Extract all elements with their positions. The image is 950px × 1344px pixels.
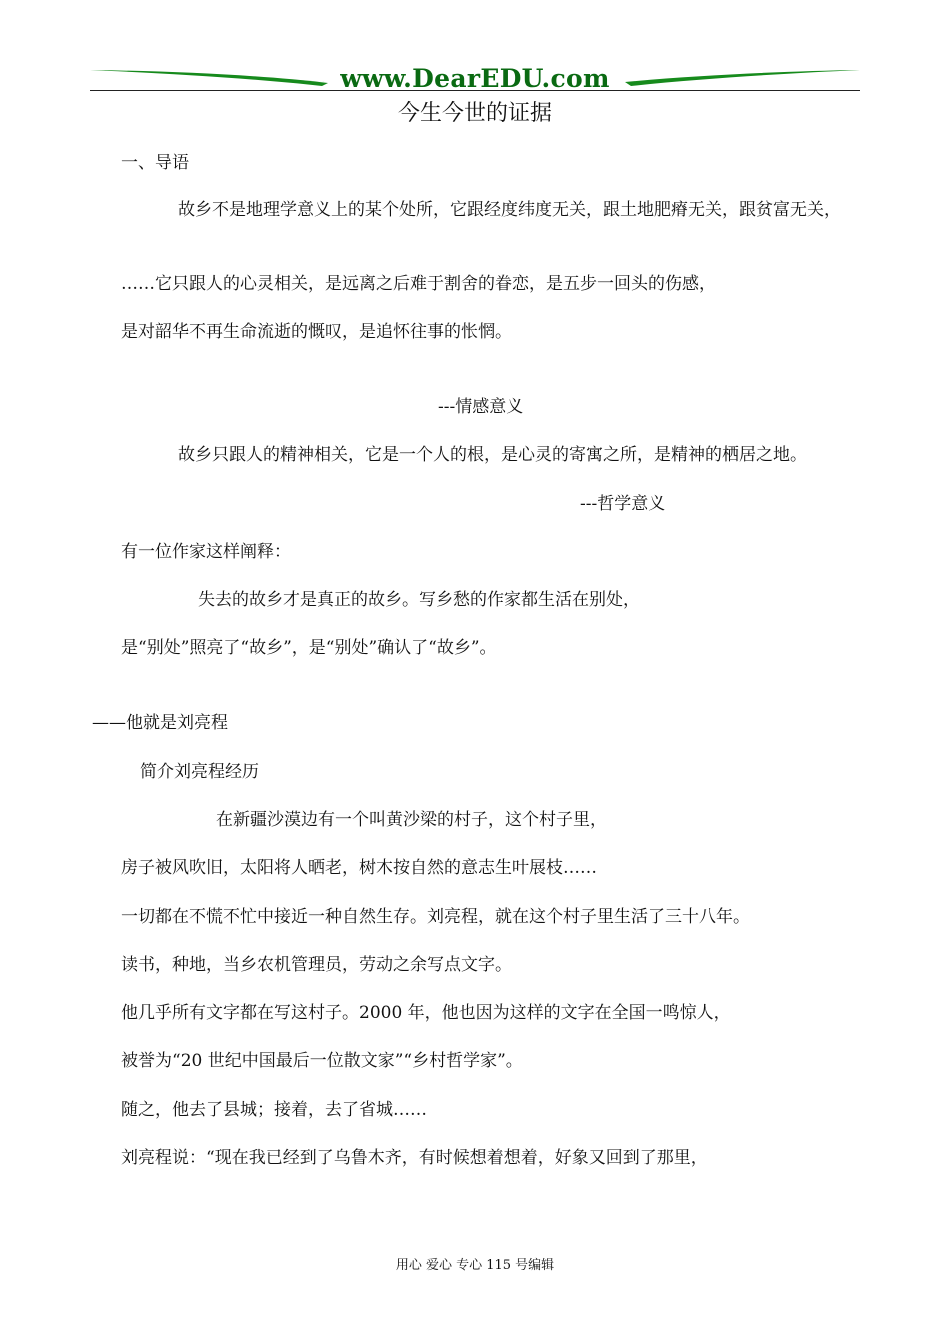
paragraph: 是“别处”照亮了“故乡”，是“别处”确认了“故乡”。 <box>121 638 497 658</box>
paragraph: 故乡只跟人的精神相关，它是一个人的根，是心灵的寄寓之所，是精神的栖居之地。 <box>178 445 807 465</box>
paragraph: 失去的故乡才是真正的故乡。写乡愁的作家都生活在别处， <box>198 590 640 610</box>
paragraph: 是对韶华不再生命流逝的慨叹，是追怀往事的怅惘。 <box>121 322 512 342</box>
site-logo-text: www.DearEDU.com <box>340 64 610 93</box>
paragraph: 他几乎所有文字都在写这村子。2000 年，他也因为这样的文字在全国一鸣惊人， <box>121 1003 731 1023</box>
header-divider <box>90 90 860 91</box>
paragraph: 被誉为“20 世纪中国最后一位散文家”“乡村哲学家”。 <box>121 1051 523 1071</box>
paragraph: 在新疆沙漠边有一个叫黄沙梁的村子，这个村子里， <box>216 810 607 830</box>
paragraph: 有一位作家这样阐释： <box>121 542 291 562</box>
page-title: 今生今世的证据 <box>397 101 552 126</box>
bio-heading: 简介刘亮程经历 <box>140 762 259 782</box>
paragraph: ——他就是刘亮程 <box>92 713 228 733</box>
page-footer: 用心 爱心 专心 115 号编辑 <box>395 1258 555 1273</box>
paragraph: 刘亮程说：“现在我已经到了乌鲁木齐，有时候想着想着，好象又回到了那里， <box>121 1148 708 1168</box>
label-philosophical-meaning: ---哲学意义 <box>580 494 666 514</box>
paragraph: 随之，他去了县城；接着，去了省城…… <box>121 1100 427 1120</box>
paragraph: 一切都在不慌不忙中接近一种自然生存。刘亮程，就在这个村子里生活了三十八年。 <box>121 907 750 927</box>
intro-heading: 一、导语 <box>121 153 189 173</box>
paragraph: ……它只跟人的心灵相关，是远离之后难于割舍的眷恋，是五步一回头的伤感， <box>121 274 716 294</box>
paragraph: 房子被风吹旧，太阳将人晒老，树木按自然的意志生叶展枝…… <box>121 858 597 878</box>
paragraph: 读书，种地，当乡农机管理员，劳动之余写点文字。 <box>121 955 512 975</box>
label-emotional-meaning: ---情感意义 <box>438 397 524 417</box>
paragraph: 故乡不是地理学意义上的某个处所，它跟经度纬度无关，跟土地肥瘠无关，跟贫富无关， <box>178 200 841 220</box>
